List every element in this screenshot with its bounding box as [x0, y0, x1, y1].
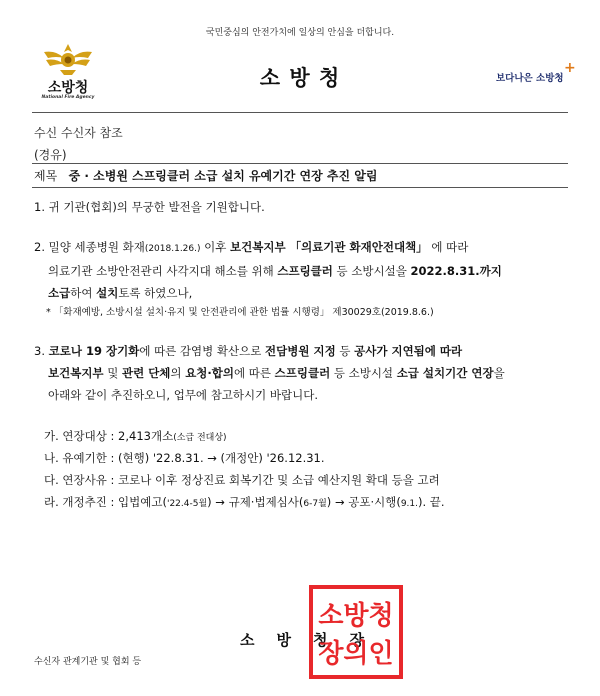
p3-text: 에 따른 감염병 확산으로: [139, 344, 266, 358]
p3-line-3: 아래와 같이 추진하오니, 업무에 참고하시기 바랍니다.: [48, 388, 318, 402]
p3-text: 을: [493, 366, 505, 380]
subject-line: [34, 167, 377, 184]
p2-date: (2018.1.26.): [144, 244, 201, 254]
item-ga-text: 가. 연장대상 : 2,413개소: [44, 429, 174, 443]
p2-text: 이후: [200, 240, 231, 254]
p3-text: 3.: [34, 344, 49, 358]
agency-logo-name: 소방청: [47, 80, 89, 96]
p3-line-2: [34, 362, 574, 384]
p3-bold: 관련 단체: [121, 366, 171, 380]
p2-text: 2. 밀양 세종병원 화재: [34, 240, 145, 254]
subject-label: 제목: [34, 169, 58, 183]
p2-bold: 「의료기관 화재안전대책」: [285, 240, 428, 254]
agency-logo-english: National Fire Agency: [41, 95, 95, 100]
item-ga-note: (소급 전대상): [173, 433, 227, 443]
paragraph-2: [34, 236, 574, 304]
official-seal-stamp: [308, 584, 404, 680]
plus-icon: +: [564, 60, 576, 76]
signatory: 소방청장: [240, 631, 386, 649]
item-ra-text: ). 끝.: [418, 495, 445, 509]
paragraph-3: [34, 340, 574, 406]
p2-text: 의료기관 소방안전관리 사각지대 해소를 위해: [48, 264, 278, 278]
p3-text: 의: [170, 366, 186, 380]
item-ra-text: 라. 개정추진 : 입법예고(: [44, 495, 167, 509]
footnote: * 「화재예방, 소방시설 설치·유지 및 안전관리에 관한 법률 시행령」 제30029호(2019.8.6.): [46, 307, 434, 318]
item-ra-date: 9.1.: [400, 499, 418, 509]
p2-text: 토록 하였으나,: [118, 286, 193, 300]
item-na: 나. 유예기한 : (현행) '22.8.31. → (개정안) '26.12.31.: [44, 451, 325, 465]
p2-line-2: [34, 260, 574, 282]
item-ra: [44, 494, 445, 510]
p2-text: 하여: [70, 286, 97, 300]
recipient-footer: 수신자 관계기관 및 협회 등: [34, 657, 142, 667]
p2-bold: 설치: [96, 286, 119, 300]
p3-text: 에 따른: [234, 366, 275, 380]
seal-line-1: 소방청: [318, 601, 394, 631]
p2-bold: 2022.8.31.까지: [410, 264, 502, 278]
p3-bold: 요청·합의: [185, 366, 234, 380]
via-line: (경유): [34, 148, 67, 162]
subject-text: 중 · 소병원 스프링클러 소급 설치 유예기간 연장 추진 알림: [68, 169, 378, 183]
item-ra-text: ) → 규제·법제심사(: [207, 495, 304, 509]
p3-text: 및: [103, 366, 122, 380]
subject-top-divider: [32, 163, 568, 164]
p3-text: 등 소방시설: [330, 366, 397, 380]
item-ra-date: '22.4-5월: [166, 499, 208, 509]
recipient-line: 수신 수신자 참조: [34, 126, 123, 140]
organization-title: 소 방 청: [259, 66, 341, 90]
p2-bold: 소급: [48, 286, 71, 300]
p3-bold: 스프링클러: [274, 366, 331, 380]
paragraph-1: 1. 귀 기관(협회)의 무궁한 발전을 기원합니다.: [34, 200, 265, 214]
item-da: 다. 연장사유 : 코로나 이후 정상진료 회복기간 및 소급 예산지원 확대 등을 고려: [44, 473, 440, 487]
p3-bold: 전담병원 지정: [265, 344, 336, 358]
p2-text: 등 소방시설을: [332, 264, 411, 278]
p2-line-3: [34, 282, 574, 304]
slogan-text: 보다나은 소방청: [496, 73, 564, 84]
motto-text: 국민중심의 안전가치에 일상의 안심을 더합니다.: [205, 28, 395, 38]
header-divider: [32, 112, 568, 113]
p3-bold: 코로나 19 장기화: [48, 344, 140, 358]
item-ga: [44, 428, 227, 444]
p2-bold: 보건복지부: [230, 240, 286, 254]
p3-bold: 공사가 지연됨에 따라: [354, 344, 463, 358]
slogan-logo: [496, 60, 574, 90]
p3-bold: 소급 설치기간 연장: [396, 366, 494, 380]
p3-bold: 보건복지부: [48, 366, 104, 380]
subject-bottom-divider: [32, 187, 568, 188]
seal-line-2: 장의인: [318, 639, 394, 669]
item-ra-text: ) → 공포·시행(: [326, 495, 401, 509]
item-ra-date: 6-7월: [303, 499, 327, 509]
p3-text: 등: [335, 344, 355, 358]
p2-text: 에 따라: [427, 240, 469, 254]
p2-bold: 스프링클러: [277, 264, 333, 278]
